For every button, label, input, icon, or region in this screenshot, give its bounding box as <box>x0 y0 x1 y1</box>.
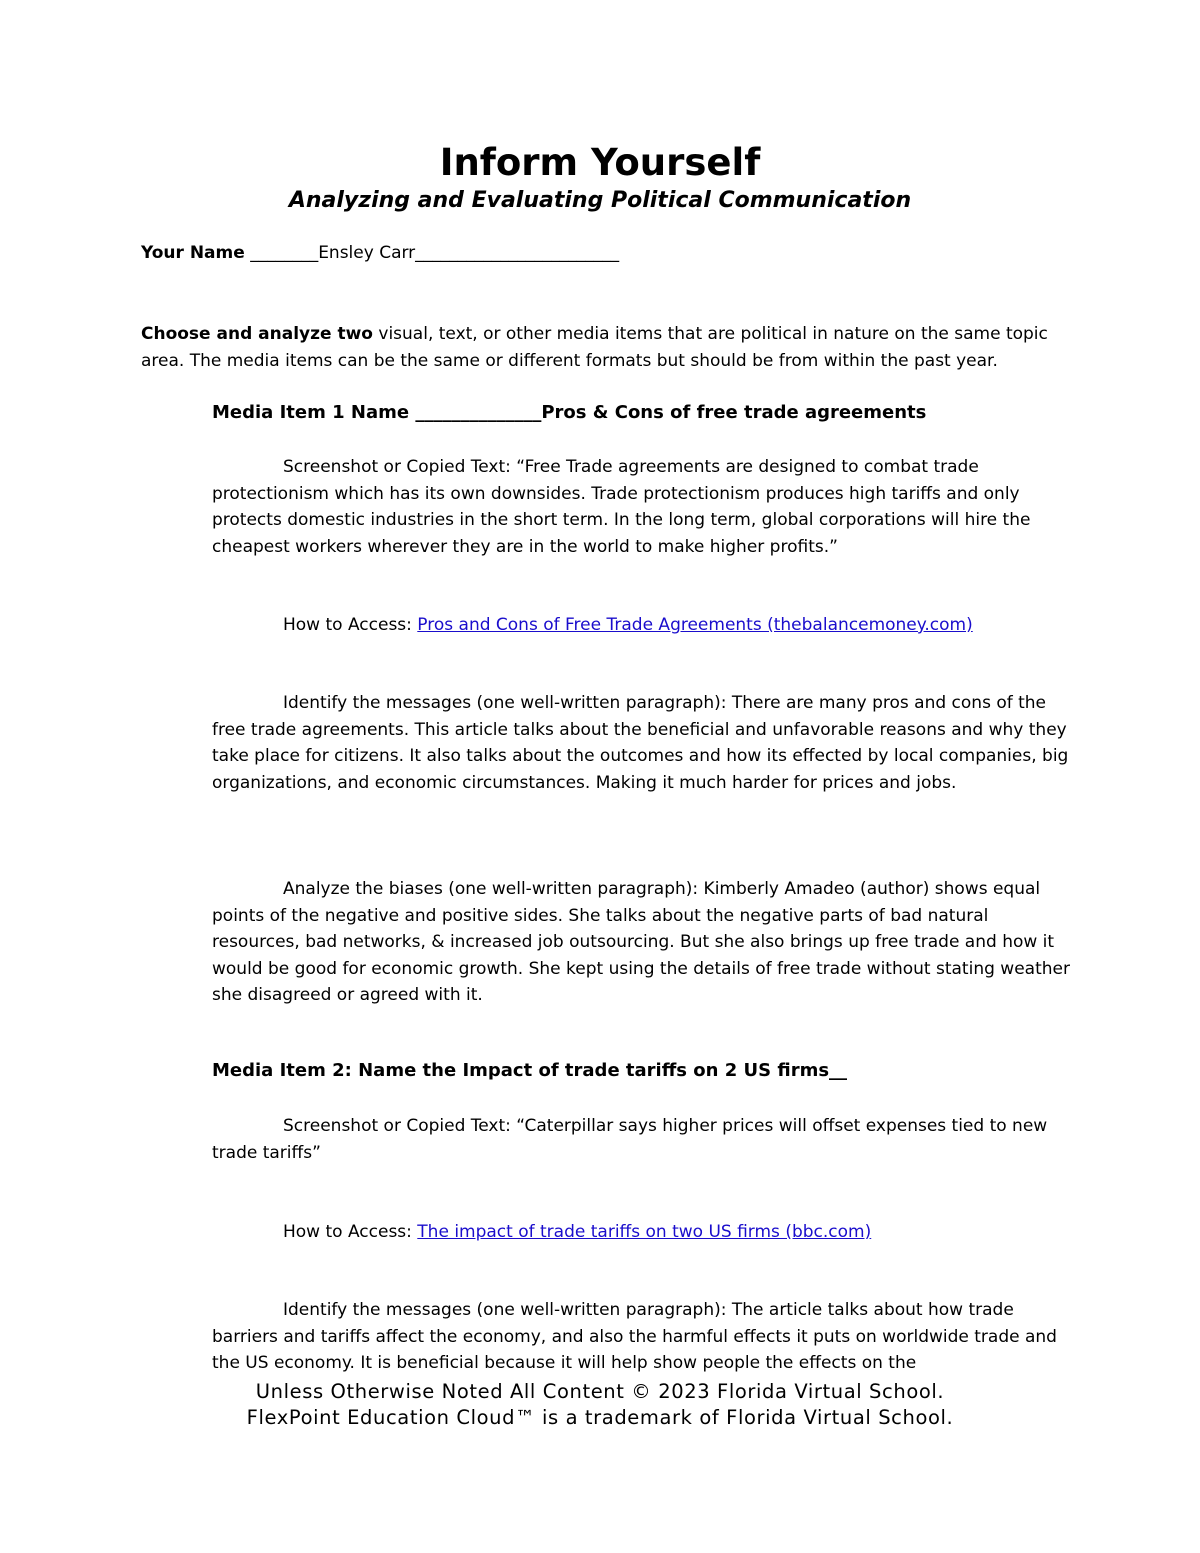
media-item-1-heading: Media Item 1 Name ______________Pros & Cons of free trade agreements <box>212 402 927 423</box>
instructions <box>141 321 1071 374</box>
name-value: ________Ensley Carr________________________ <box>250 243 620 263</box>
access-label: How to Access: <box>283 615 418 635</box>
instructions-lead: Choose and analyze two <box>141 324 373 344</box>
media-item-2-messages: Identify the messages (one well-written paragraph): The article talks about how trade barriers and tariffs affect the economy, and also the harmful effects it puts on worldwide trade and the US economy. It is beneficial because it will help show people the effects on the <box>212 1300 1057 1373</box>
media-item-1-access <box>283 612 1083 639</box>
footer-line-2: FlexPoint Education Cloud™ is a trademark of Florida Virtual School. <box>246 1406 954 1429</box>
name-line <box>141 240 1041 267</box>
media-item-1-biases: Analyze the biases (one well-written paragraph): Kimberly Amadeo (author) shows equal points of the negative and positive sides. She talks about the negative parts of bad natural resources, bad networks, & increased job outsourcing. But she also brings up free trade and how it would be good for economic growth. She kept using the details of free trade without stating weather she disagreed or agreed with it. <box>212 879 1070 1005</box>
footer-line-1: Unless Otherwise Noted All Content © 2023 Florida Virtual School. <box>255 1380 945 1403</box>
media-item-1-copied-text: Screenshot or Copied Text: “Free Trade agreements are designed to combat trade protectionism which has its own downsides. Trade protectionism produces high tariffs and only protects domestic industries in the short term. In the long term, global corporations will hire the cheapest workers wherever they are in the world to make higher profits.” <box>212 457 1031 557</box>
copyright-footer <box>0 1379 1200 1431</box>
media-item-1-link[interactable]: Pros and Cons of Free Trade Agreements (thebalancemoney.com) <box>417 615 973 635</box>
media-item-2-access <box>283 1219 1083 1246</box>
media-item-2-heading: Media Item 2: Name the Impact of trade tariffs on 2 US firms__ <box>212 1060 848 1081</box>
media-item-2-link[interactable]: The impact of trade tariffs on two US firms (bbc.com) <box>417 1222 872 1242</box>
page-subtitle: Analyzing and Evaluating Political Communication <box>288 188 912 213</box>
access-label: How to Access: <box>283 1222 418 1242</box>
name-label: Your Name <box>141 243 245 263</box>
media-item-2-copied-text: Screenshot or Copied Text: “Caterpillar says higher prices will offset expenses tied to new trade tariffs” <box>212 1116 1048 1163</box>
instructions-text: visual, text, or other media items that are political in nature on the same topic area. The media items can be the same or different formats but should be from within the past year. <box>141 324 1048 371</box>
page-title: Inform Yourself <box>439 141 761 184</box>
media-item-1-messages: Identify the messages (one well-written paragraph): There are many pros and cons of the free trade agreements. This article talks about the beneficial and unfavorable reasons and why they take place for citizens. It also talks about the outcomes and how its effected by local companies, big organizations, and economic circumstances. Making it much harder for prices and jobs. <box>212 693 1069 793</box>
